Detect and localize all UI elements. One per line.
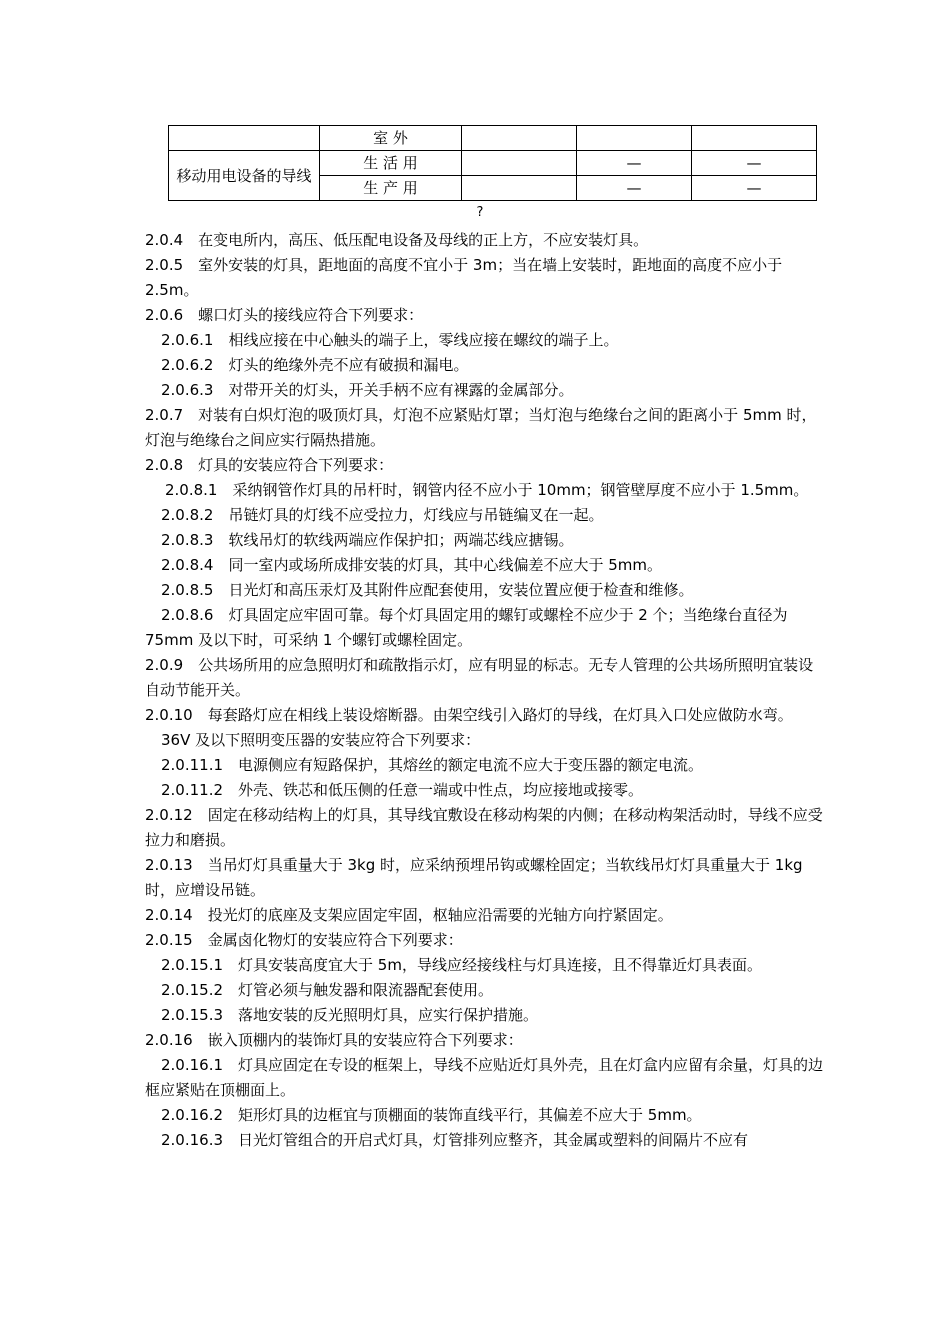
clause-2-0-9: 2.0.9 公共场所用的应急照明灯和疏散指示灯，应有明显的标志。无专人管理的公共场所照明宜装设自动节能开关。 bbox=[145, 656, 814, 699]
table-row bbox=[169, 151, 817, 176]
clause-2-0-8-5: 2.0.8.5 日光灯和高压汞灯及其附件应配套使用，安装位置应便于检查和维修。 bbox=[161, 581, 694, 599]
table-cell bbox=[577, 126, 692, 151]
clause-2-0-8-3: 2.0.8.3 软线吊灯的软线两端应作保护扣；两端芯线应搪锡。 bbox=[161, 531, 574, 549]
clause-2-0-10: 2.0.10 每套路灯应在相线上装设熔断器。由架空线引入路灯的导线，在灯具入口处应做防水弯。 bbox=[145, 706, 793, 724]
table-cell: — bbox=[692, 176, 817, 201]
clause-2-0-11-2: 2.0.11.2 外壳、铁芯和低压侧的任意一端或中性点，均应接地或接零。 bbox=[161, 781, 644, 799]
clause-2-0-15-3: 2.0.15.3 落地安装的反光照明灯具，应实行保护措施。 bbox=[161, 1006, 539, 1024]
clause-2-0-6-3: 2.0.6.3 对带开关的灯头，开关手柄不应有裸露的金属部分。 bbox=[161, 381, 574, 399]
clause-2-0-15-2: 2.0.15.2 灯管必须与触发器和限流器配套使用。 bbox=[161, 981, 494, 999]
clause-2-0-15-1: 2.0.15.1 灯具安装高度宜大于 5m，导线应经接线柱与灯具连接，且不得靠近灯具表面。 bbox=[161, 956, 762, 974]
table-cell bbox=[462, 176, 577, 201]
table-row bbox=[169, 126, 817, 151]
table-cell bbox=[692, 126, 817, 151]
clause-2-0-14: 2.0.14 投光灯的底座及支架应固定牢固，枢轴应沿需要的光轴方向拧紧固定。 bbox=[145, 906, 673, 924]
clause-2-0-4: 2.0.4 在变电所内，高压、低压配电设备及母线的正上方，不应安装灯具。 bbox=[145, 231, 649, 249]
clause-2-0-5: 2.0.5 室外安装的灯具，距地面的高度不宜小于 3m；当在墙上安装时，距地面的高度不应小于 2.5m。 bbox=[145, 256, 783, 299]
table-cell bbox=[169, 126, 320, 151]
clause-2-0-6: 2.0.6 螺口灯头的接线应符合下列要求： bbox=[145, 306, 424, 324]
table-cell: — bbox=[692, 151, 817, 176]
clause-2-0-16-2: 2.0.16.2 矩形灯具的边框宜与顶棚面的装饰直线平行，其偏差不应大于 5mm。 bbox=[161, 1106, 702, 1124]
table-cell: — bbox=[577, 151, 692, 176]
clause-2-0-6-1: 2.0.6.1 相线应接在中心触头的端子上，零线应接在螺纹的端子上。 bbox=[161, 331, 619, 349]
clause-2-0-8: 2.0.8 灯具的安装应符合下列要求： bbox=[145, 456, 394, 474]
clause-2-0-7: 2.0.7 对装有白炽灯泡的吸顶灯具，灯泡不应紧贴灯罩；当灯泡与绝缘台之间的距离小于 5mm 时，灯泡与绝缘台之间应实行隔热措施。 bbox=[145, 406, 817, 449]
clause-2-0-8-4: 2.0.8.4 同一室内或场所成排安装的灯具，其中心线偏差不应大于 5mm。 bbox=[161, 556, 663, 574]
clause-2-0-11: 36V 及以下照明变压器的安装应符合下列要求： bbox=[161, 731, 481, 749]
clause-2-0-6-2: 2.0.6.2 灯头的绝缘外壳不应有破损和漏电。 bbox=[161, 356, 469, 374]
table-cell: — bbox=[577, 176, 692, 201]
document-body bbox=[145, 228, 825, 1153]
clause-2-0-16-1: 2.0.16.1 灯具应固定在专设的框架上，导线不应贴近灯具外壳，且在灯盒内应留有余量，灯具的边框应紧贴在顶棚面上。 bbox=[145, 1056, 824, 1099]
clause-2-0-16-3: 2.0.16.3 日光灯管组合的开启式灯具，灯管排列应整齐，其金属或塑料的间隔片不应有 bbox=[161, 1131, 749, 1149]
clause-2-0-11-1: 2.0.11.1 电源侧应有短路保护，其熔丝的额定电流不应大于变压器的额定电流。 bbox=[161, 756, 704, 774]
table-cell: 生 活 用 bbox=[320, 151, 462, 176]
placeholder-mark: ? bbox=[476, 205, 484, 220]
clause-2-0-8-1: 2.0.8.1 采纳钢管作灯具的吊杆时，钢管内径不应小于 10mm；钢管壁厚度不应小于 1.5mm。 bbox=[165, 481, 809, 499]
wire-spec-table bbox=[168, 125, 817, 201]
table-row-label: 移动用电设备的导线 bbox=[169, 151, 320, 201]
clause-2-0-13: 2.0.13 当吊灯灯具重量大于 3kg 时，应采纳预埋吊钩或螺栓固定；当软线吊灯灯具重量大于 1kg 时，应增设吊链。 bbox=[145, 856, 803, 899]
clause-2-0-8-6: 2.0.8.6 灯具固定应牢固可靠。每个灯具固定用的螺钉或螺栓不应少于 2 个；当绝缘台直径为 75mm 及以下时，可采纳 1 个螺钉或螺栓固定。 bbox=[145, 606, 788, 649]
table-cell: 生 产 用 bbox=[320, 176, 462, 201]
clause-2-0-8-2: 2.0.8.2 吊链灯具的灯线不应受拉力，灯线应与吊链编叉在一起。 bbox=[161, 506, 604, 524]
table-cell: 室 外 bbox=[320, 126, 462, 151]
table-cell bbox=[462, 126, 577, 151]
clause-2-0-15: 2.0.15 金属卤化物灯的安装应符合下列要求： bbox=[145, 931, 463, 949]
clause-2-0-12: 2.0.12 固定在移动结构上的灯具，其导线宜敷设在移动构架的内侧；在移动构架活动时，导线不应受拉力和磨损。 bbox=[145, 806, 823, 849]
table-cell bbox=[462, 151, 577, 176]
clause-2-0-16: 2.0.16 嵌入顶棚内的装饰灯具的安装应符合下列要求： bbox=[145, 1031, 523, 1049]
